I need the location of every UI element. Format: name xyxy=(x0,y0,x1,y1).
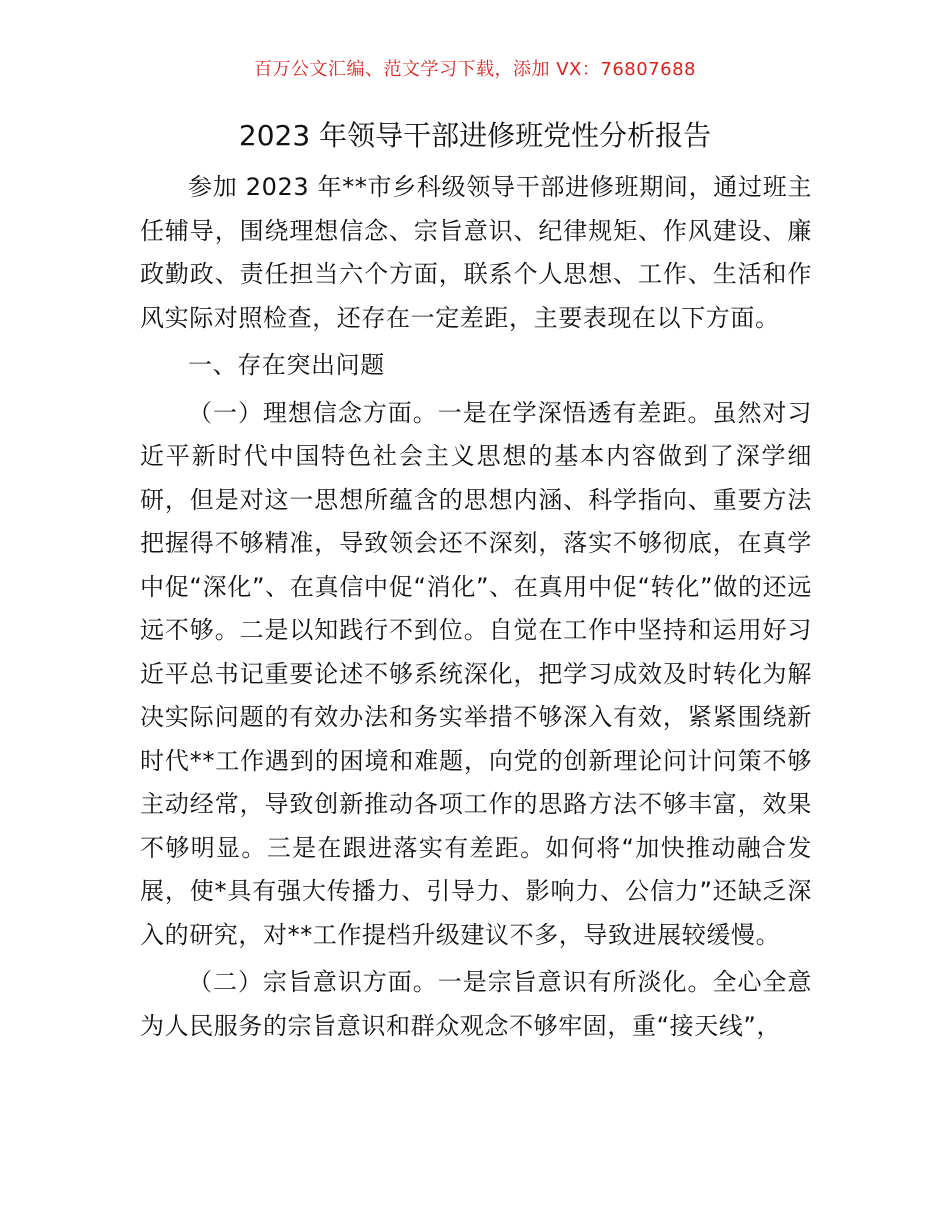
paragraph-ideals: （一）理想信念方面。一是在学深悟透有差距。虽然对习近平新时代中国特色社会主义思想的基本内容做到了深学细研，但是对这一思想所蕴含的思想内涵、科学指向、重要方法把握得不够精准，导致领会还不深刻，落实不够彻底，在真学中促“深化”、在真信中促“消化”、在真用中促“转化”做的还远远不够。二是以知践行不到位。自觉在工作中坚持和运用好习近平总书记重要论述不够系统深化，把学习成效及时转化为解决实际问题的有效办法和务实举措不够深入有效，紧紧围绕新时代**工作遇到的困境和难题，向党的创新理论问计问策不够主动经常，导致创新推动各项工作的思路方法不够丰富，效果不够明显。三是在跟进落实有差距。如何将“加快推动融合发展，使*具有强大传播力、引导力、影响力、公信力”还缺乏深入的研究，对**工作提档升级建议不多，导致进展较缓慢。 xyxy=(140,398,812,949)
section-heading: 一、存在突出问题 xyxy=(188,351,385,379)
paragraph-purpose: （二）宗旨意识方面。一是宗旨意识有所淡化。全心全意为人民服务的宗旨意识和群众观念不够牢固，重“接天线”， xyxy=(140,968,812,1040)
watermark-text: 百万公文汇编、范文学习下载，添加 VX：76807688 xyxy=(254,59,696,80)
paragraph-intro: 参加 2023 年**市乡科级领导干部进修班期间，通过班主任辅导，围绕理想信念、宗旨意识、纪律规矩、作风建设、廉政勤政、责任担当六个方面，联系个人思想、工作、生活和作风实际对照检查，还存在一定差距，主要表现在以下方面。 xyxy=(140,173,812,332)
document-title: 2023 年领导干部进修班党性分析报告 xyxy=(238,119,712,152)
document-body xyxy=(140,166,812,1048)
